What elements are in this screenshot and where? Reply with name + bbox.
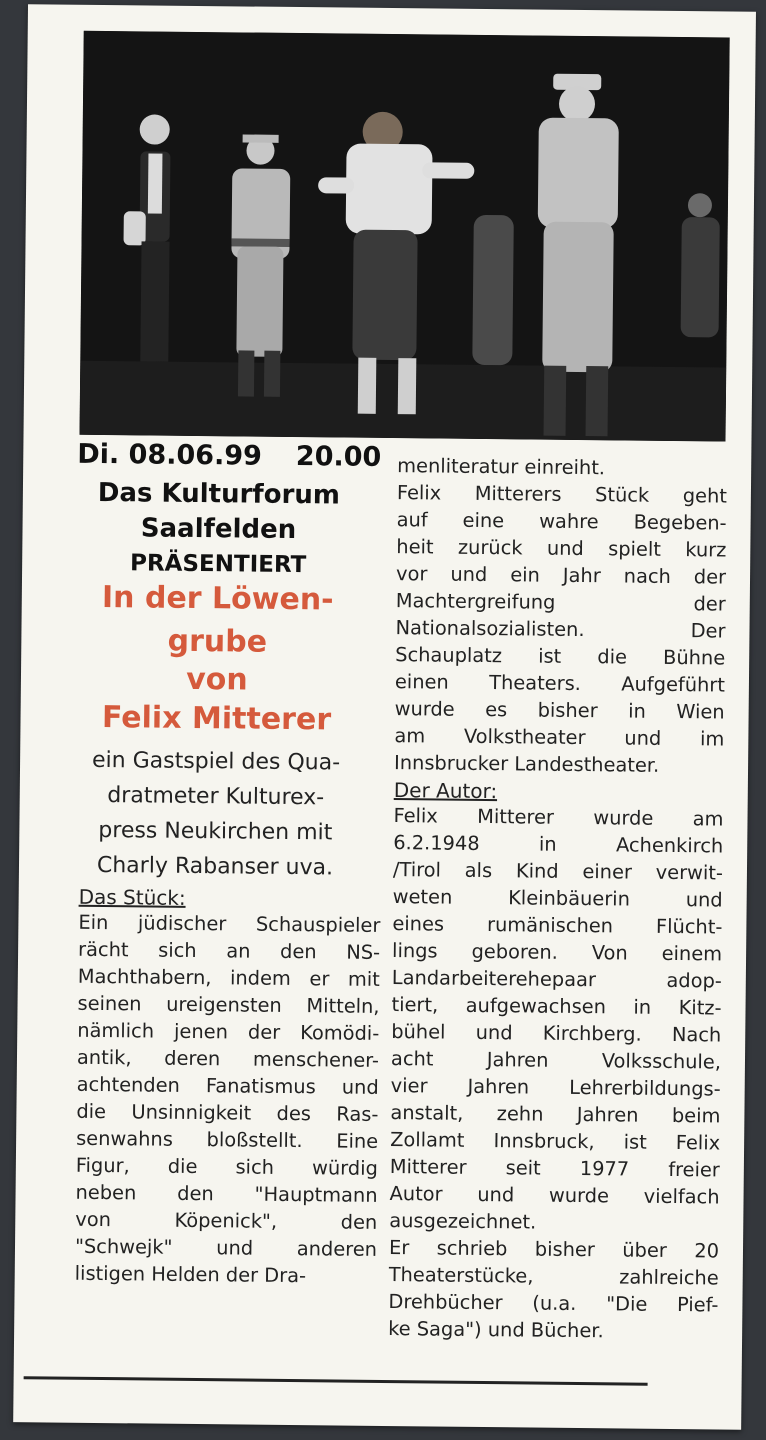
text-line: Zollamt Innsbruck, ist Felix: [390, 1128, 721, 1155]
text-line: lings geboren. Von einem: [392, 939, 723, 966]
title-line: von: [186, 661, 248, 698]
text-line: am Volkstheater und im: [394, 724, 725, 751]
event-date: Di. 08.06.99: [77, 438, 263, 472]
text-line: bühel und Kirchberg. Nach: [391, 1020, 722, 1047]
organizer: [52, 475, 385, 548]
text-line: antik, deren menschener-: [76, 1045, 380, 1072]
text-line: auf eine wahre Begeben-: [396, 508, 727, 535]
right-text-b: [388, 802, 724, 1345]
text-line: listigen Helden der Dra-: [74, 1261, 307, 1288]
play-title: [50, 575, 384, 741]
text-line: von Köpenick", den: [75, 1207, 378, 1234]
text-line: die Unsinnigkeit des Ras-: [76, 1099, 379, 1126]
title-line: Felix Mitterer: [101, 700, 332, 738]
intro-line: Charly Rabanser uva.: [96, 852, 334, 881]
stage-photo-illustration: [80, 31, 730, 442]
text-line: Schauplatz ist die Bühne: [395, 643, 726, 670]
text-line: Figur, die sich würdig: [75, 1153, 378, 1180]
title-line: In der Löwen-: [101, 579, 334, 618]
text-line: Felix Mitterers Stück geht: [396, 481, 728, 508]
text-line: acht Jahren Volksschule,: [390, 1047, 722, 1074]
text-line: anstalt, zehn Jahren beim: [390, 1101, 721, 1128]
event-time: 20.00: [295, 441, 382, 473]
text-line: ke Saga") und Bücher.: [388, 1317, 604, 1343]
text-line: wurde es bisher in Wien: [394, 697, 725, 724]
text-line: 6.2.1948 in Achenkirch: [393, 831, 724, 858]
text-line: nämlich jenen der Komödi-: [77, 1018, 380, 1045]
text-line: senwahns bloßstellt. Eine: [76, 1126, 379, 1153]
intro-line: ein Gastspiel des Qua-: [91, 747, 341, 776]
text-line: Machthabern, indem er mit: [77, 964, 380, 991]
text-line: achtenden Fanatismus und: [76, 1072, 379, 1099]
presents-label: PRÄSENTIERT: [129, 550, 307, 579]
right-column: [388, 452, 727, 1345]
text-line: Nationalsozialisten. Der: [395, 616, 726, 643]
text-line: Autor und wurde vielfach: [389, 1182, 720, 1209]
text-line: Mitterer seit 1977 freier: [389, 1155, 720, 1182]
right-text-a: [394, 452, 727, 779]
stueck-heading: Das Stück:: [78, 884, 186, 910]
text-line: einen Theaters. Aufgeführt: [394, 670, 726, 697]
text-line: ausgezeichnet.: [389, 1209, 537, 1234]
text-line: neben den "Hauptmann: [75, 1180, 378, 1207]
intro-line: dratmeter Kulturex-: [107, 783, 325, 811]
intro-line: press Neukirchen mit: [98, 817, 333, 846]
title-line: grube: [167, 623, 268, 660]
text-line: Machtergreifung der: [395, 589, 726, 616]
text-line: tiert, aufgewachsen in Kitz-: [391, 993, 722, 1020]
text-line: vier Jahren Lehrerbildungs-: [390, 1074, 721, 1101]
text-line: Er schrieb bisher über 20: [388, 1236, 720, 1263]
text-line: "Schwejk" und anderen: [74, 1234, 378, 1261]
text-line: Landarbeiterehepaar adop-: [391, 966, 722, 993]
text-line: vor und ein Jahr nach der: [395, 562, 727, 589]
organizer-line: Das Kulturforum: [97, 477, 341, 511]
text-line: Felix Mitterer wurde am: [393, 804, 724, 831]
left-column: [45, 438, 386, 1289]
text-line: Ein jüdischer Schauspieler: [78, 910, 381, 937]
stage-photo: [80, 31, 730, 442]
autor-heading: Der Autor:: [393, 778, 498, 804]
text-line: Innsbrucker Landestheater.: [393, 751, 660, 777]
text-line: Drehbücher (u.a. "Die Pief-: [388, 1290, 719, 1317]
newspaper-clipping: [13, 4, 756, 1430]
text-line: seinen ureigensten Mitteln,: [77, 991, 380, 1018]
text-line: heit zurück und spielt kurz: [396, 535, 727, 562]
text-line: /Tirol als Kind einer verwit-: [392, 858, 724, 885]
text-line: menliteratur einreiht.: [397, 454, 606, 480]
text-line: weten Kleinbäuerin und: [392, 885, 723, 912]
stueck-text: [75, 909, 381, 1290]
text-line: rächt sich an den NS-: [78, 937, 381, 964]
intro-text: [49, 742, 382, 885]
text-line: eines rumänischen Flücht-: [392, 912, 723, 939]
organizer-line: Saalfelden: [140, 513, 297, 546]
bottom-rule: [24, 1376, 648, 1386]
text-line: Theaterstücke, zahlreiche: [388, 1263, 719, 1290]
date-time-line: [77, 439, 385, 473]
